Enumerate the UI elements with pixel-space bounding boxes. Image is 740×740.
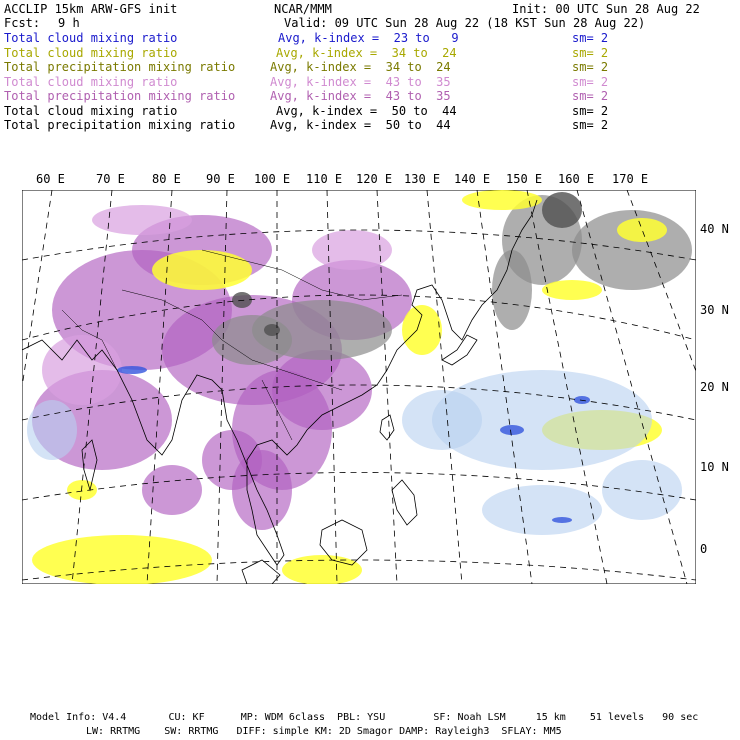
cloud-yellow-area xyxy=(462,190,542,210)
lon-label: 160 E xyxy=(558,172,595,186)
field-smoothing: sm= 2 xyxy=(572,74,609,89)
field-name: Total precipitation mixing ratio xyxy=(4,89,236,103)
precip-purple-area xyxy=(142,465,202,515)
lat-label: 20 N xyxy=(700,380,729,394)
cloud-yellow-area xyxy=(542,280,602,300)
lon-label: 80 E xyxy=(152,172,181,186)
field-avg-range: Avg, k-index = 50 to 44 xyxy=(270,118,451,132)
lat-label: 0 xyxy=(700,542,708,556)
center-label: NCAR/MMM xyxy=(274,2,332,16)
cloud-blue-area xyxy=(500,425,524,435)
cloud-lightblue-area xyxy=(402,390,482,450)
field-name: Total cloud mixing ratio xyxy=(4,31,178,45)
lon-label: 120 E xyxy=(356,172,393,186)
cloud-blue-area xyxy=(552,517,572,523)
field-avg-range: Avg, k-index = 34 to 24 xyxy=(276,45,457,60)
lat-label: 40 N xyxy=(700,222,729,236)
field-name: Total precipitation mixing ratio xyxy=(4,118,236,132)
field-name: Total cloud mixing ratio xyxy=(4,45,178,60)
field-smoothing: sm= 2 xyxy=(572,45,609,60)
lon-label: 90 E xyxy=(206,172,235,186)
lon-label: 170 E xyxy=(612,172,649,186)
map-panel xyxy=(22,190,696,584)
field-smoothing: sm= 2 xyxy=(572,89,609,103)
cloud-yellow-area xyxy=(32,535,212,584)
cloud-blue-area xyxy=(117,366,147,374)
cloud-darkgray-area xyxy=(542,192,582,228)
cloud-yellow-area xyxy=(617,218,667,242)
field-smoothing: sm= 2 xyxy=(572,60,609,74)
footer-model-info: Model Info: V4.4 CU: KF MP: WDM 6class PBL: YSU SF: Noah LSM 15 km 51 levels 90 sec xyxy=(30,712,699,723)
init-time: Init: 00 UTC Sun 28 Aug 22 xyxy=(512,2,700,16)
cloud-lightpurple-area xyxy=(92,205,192,235)
lon-label: 70 E xyxy=(96,172,125,186)
valid-time: Valid: 09 UTC Sun 28 Aug 22 (18 KST Sun 28 Aug 22) xyxy=(284,16,646,30)
field-avg-range: Avg, k-index = 43 to 35 xyxy=(270,74,451,89)
model-title: ACCLIP 15km ARW-GFS init xyxy=(4,2,178,16)
precip-purple-area xyxy=(272,350,372,430)
cloud-gray-area xyxy=(492,250,532,330)
field-smoothing: sm= 2 xyxy=(572,31,609,45)
cloud-darkgray-area xyxy=(264,324,280,336)
cloud-lightblue-area xyxy=(27,400,77,460)
cloud-lightpurple-area xyxy=(42,335,122,405)
field-avg-range: Avg, k-index = 43 to 35 xyxy=(270,89,451,103)
field-smoothing: sm= 2 xyxy=(572,103,609,118)
cloud-yellow-area xyxy=(282,555,362,584)
lon-label: 110 E xyxy=(306,172,343,186)
field-name: Total precipitation mixing ratio xyxy=(4,60,236,74)
cloud-lightblue-area xyxy=(482,485,602,535)
lon-label: 140 E xyxy=(454,172,491,186)
lat-label: 10 N xyxy=(700,460,729,474)
fcst-value: 9 h xyxy=(58,16,80,30)
field-avg-range: Avg, k-index = 34 to 24 xyxy=(270,60,451,74)
footer-physics-info: LW: RRTMG SW: RRTMG DIFF: simple KM: 2D Smagor DAMP: Rayleigh3 SFLAY: MM5 xyxy=(86,726,562,737)
field-name: Total cloud mixing ratio xyxy=(4,74,178,89)
lon-label: 130 E xyxy=(404,172,441,186)
lon-label: 150 E xyxy=(506,172,543,186)
cloud-yellow-area xyxy=(402,305,442,355)
fcst-label: Fcst: xyxy=(4,16,41,30)
field-avg-range: Avg, k-index = 23 to 9 xyxy=(278,31,459,45)
cloud-darkgray-area xyxy=(232,292,252,308)
lat-label: 30 N xyxy=(700,303,729,317)
lon-label: 60 E xyxy=(36,172,65,186)
field-avg-range: Avg, k-index = 50 to 44 xyxy=(276,103,457,118)
lon-label: 100 E xyxy=(254,172,291,186)
field-smoothing: sm= 2 xyxy=(572,118,609,132)
field-name: Total cloud mixing ratio xyxy=(4,103,178,118)
cloud-lightblue-area xyxy=(602,460,682,520)
